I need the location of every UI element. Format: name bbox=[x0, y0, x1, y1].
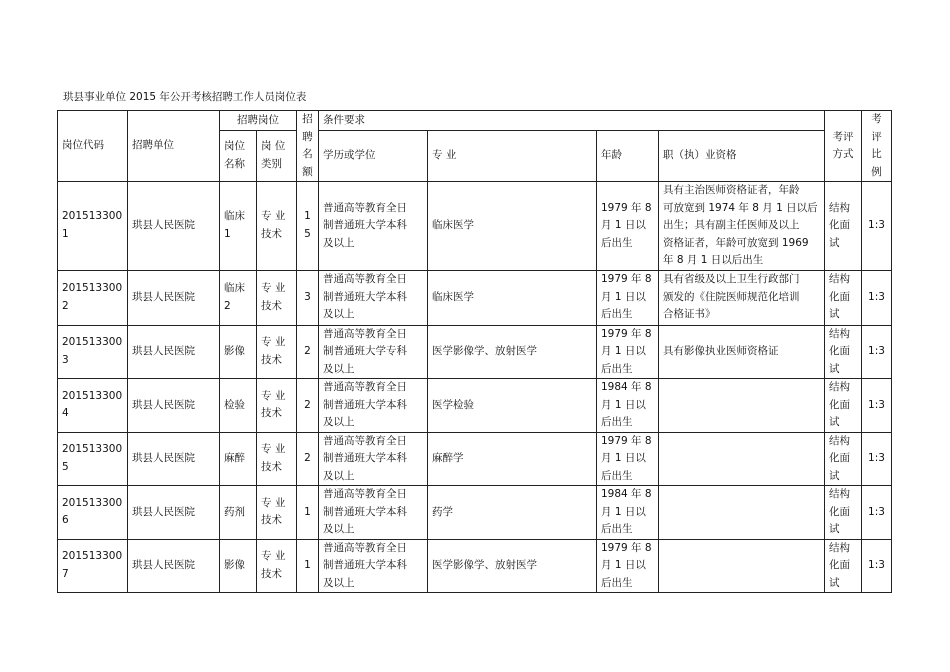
cell-education: 普通高等教育全日 制普通班大学本科 及以上 bbox=[319, 379, 428, 433]
cell-quota: 1 5 bbox=[297, 182, 319, 271]
cell-education: 普通高等教育全日 制普通班大学本科 及以上 bbox=[319, 270, 428, 325]
cell-education: 普通高等教育全日 制普通班大学本科 及以上 bbox=[319, 432, 428, 486]
cell-method: 结构 化面 试 bbox=[825, 432, 862, 486]
cell-education: 普通高等教育全日 制普通班大学本科 及以上 bbox=[319, 539, 428, 593]
header-post-group: 招聘岗位 bbox=[220, 111, 297, 131]
cell-method: 结构 化面 试 bbox=[825, 182, 862, 271]
cell-quota: 3 bbox=[297, 270, 319, 325]
cell-age: 1979 年 8 月 1 日以 后出生 bbox=[597, 182, 659, 271]
header-age: 年龄 bbox=[597, 130, 659, 181]
cell-post-name: 临床 1 bbox=[220, 182, 257, 271]
cell-major: 麻醉学 bbox=[428, 432, 597, 486]
cell-post-type: 专 业 技术 bbox=[257, 486, 297, 540]
cell-age: 1979 年 8 月 1 日以 后出生 bbox=[597, 432, 659, 486]
cell-post-type: 专 业 技术 bbox=[257, 539, 297, 593]
header-ratio: 考 评 比 例 bbox=[862, 111, 892, 182]
cell-major: 医学检验 bbox=[428, 379, 597, 433]
cell-unit: 珙县人民医院 bbox=[128, 325, 220, 379]
cell-post-code: 201513300 4 bbox=[58, 379, 128, 433]
cell-post-type: 专 业 技术 bbox=[257, 270, 297, 325]
cell-education: 普通高等教育全日 制普通班大学本科 及以上 bbox=[319, 182, 428, 271]
table-row bbox=[58, 539, 892, 593]
cell-age: 1979 年 8 月 1 日以 后出生 bbox=[597, 539, 659, 593]
cell-major: 医学影像学、放射医学 bbox=[428, 539, 597, 593]
cell-unit: 珙县人民医院 bbox=[128, 182, 220, 271]
table-row bbox=[58, 325, 892, 379]
header-post-type: 岗 位 类别 bbox=[257, 130, 297, 181]
header-quota: 招 聘 名 额 bbox=[297, 111, 319, 182]
table-row bbox=[58, 182, 892, 271]
header-post-name: 岗位 名称 bbox=[220, 130, 257, 181]
cell-post-type: 专 业 技术 bbox=[257, 325, 297, 379]
cell-ratio: 1:3 bbox=[862, 270, 892, 325]
header-major: 专 业 bbox=[428, 130, 597, 181]
cell-method: 结构 化面 试 bbox=[825, 379, 862, 433]
header-row-top bbox=[58, 111, 892, 131]
cell-post-name: 临床 2 bbox=[220, 270, 257, 325]
cell-post-type: 专 业 技术 bbox=[257, 182, 297, 271]
header-education: 学历或学位 bbox=[319, 130, 428, 181]
cell-quota: 1 bbox=[297, 486, 319, 540]
table-row bbox=[58, 432, 892, 486]
cell-method: 结构 化面 试 bbox=[825, 539, 862, 593]
cell-post-name: 影像 bbox=[220, 539, 257, 593]
cell-post-code: 201513300 7 bbox=[58, 539, 128, 593]
header-qualification: 职（执）业资格 bbox=[659, 130, 825, 181]
cell-quota: 2 bbox=[297, 432, 319, 486]
cell-major: 临床医学 bbox=[428, 182, 597, 271]
cell-post-name: 影像 bbox=[220, 325, 257, 379]
cell-major: 临床医学 bbox=[428, 270, 597, 325]
cell-qualification bbox=[659, 486, 825, 540]
cell-ratio: 1:3 bbox=[862, 486, 892, 540]
cell-qualification: 具有主治医师资格证者，年龄 可放宽到 1974 年 8 月 1 日以后 出生；具有副主任医师及以上 资格证者，年龄可放宽到 1969 年 8 月 1 日以后出生 bbox=[659, 182, 825, 271]
cell-unit: 珙县人民医院 bbox=[128, 432, 220, 486]
cell-post-name: 麻醉 bbox=[220, 432, 257, 486]
cell-unit: 珙县人民医院 bbox=[128, 379, 220, 433]
cell-age: 1984 年 8 月 1 日以 后出生 bbox=[597, 486, 659, 540]
cell-post-type: 专 业 技术 bbox=[257, 379, 297, 433]
cell-unit: 珙县人民医院 bbox=[128, 486, 220, 540]
cell-method: 结构 化面 试 bbox=[825, 270, 862, 325]
cell-post-code: 201513300 1 bbox=[58, 182, 128, 271]
header-conditions: 条件要求 bbox=[319, 111, 825, 131]
cell-age: 1979 年 8 月 1 日以 后出生 bbox=[597, 325, 659, 379]
document-title: 珙县事业单位 2015 年公开考核招聘工作人员岗位表 bbox=[63, 91, 307, 103]
cell-ratio: 1:3 bbox=[862, 432, 892, 486]
cell-post-code: 201513300 2 bbox=[58, 270, 128, 325]
cell-age: 1979 年 8 月 1 日以 后出生 bbox=[597, 270, 659, 325]
cell-method: 结构 化面 试 bbox=[825, 325, 862, 379]
cell-major: 药学 bbox=[428, 486, 597, 540]
table-row bbox=[58, 486, 892, 540]
table-body bbox=[58, 182, 892, 593]
cell-method: 结构 化面 试 bbox=[825, 486, 862, 540]
cell-qualification bbox=[659, 379, 825, 433]
cell-quota: 2 bbox=[297, 325, 319, 379]
cell-qualification: 具有省级及以上卫生行政部门 颁发的《住院医师规范化培训 合格证书》 bbox=[659, 270, 825, 325]
cell-ratio: 1:3 bbox=[862, 325, 892, 379]
cell-quota: 2 bbox=[297, 379, 319, 433]
cell-post-code: 201513300 3 bbox=[58, 325, 128, 379]
header-post-code: 岗位代码 bbox=[58, 111, 128, 182]
cell-qualification bbox=[659, 432, 825, 486]
table-row bbox=[58, 379, 892, 433]
cell-age: 1984 年 8 月 1 日以 后出生 bbox=[597, 379, 659, 433]
cell-quota: 1 bbox=[297, 539, 319, 593]
cell-ratio: 1:3 bbox=[862, 182, 892, 271]
cell-major: 医学影像学、放射医学 bbox=[428, 325, 597, 379]
cell-post-type: 专 业 技术 bbox=[257, 432, 297, 486]
cell-unit: 珙县人民医院 bbox=[128, 539, 220, 593]
cell-ratio: 1:3 bbox=[862, 539, 892, 593]
cell-post-name: 检验 bbox=[220, 379, 257, 433]
cell-post-name: 药剂 bbox=[220, 486, 257, 540]
cell-unit: 珙县人民医院 bbox=[128, 270, 220, 325]
cell-education: 普通高等教育全日 制普通班大学专科 及以上 bbox=[319, 325, 428, 379]
cell-qualification bbox=[659, 539, 825, 593]
table-row bbox=[58, 270, 892, 325]
cell-ratio: 1:3 bbox=[862, 379, 892, 433]
cell-post-code: 201513300 5 bbox=[58, 432, 128, 486]
cell-qualification: 具有影像执业医师资格证 bbox=[659, 325, 825, 379]
cell-post-code: 201513300 6 bbox=[58, 486, 128, 540]
header-method: 考评 方式 bbox=[825, 111, 862, 182]
cell-education: 普通高等教育全日 制普通班大学本科 及以上 bbox=[319, 486, 428, 540]
header-unit: 招聘单位 bbox=[128, 111, 220, 182]
recruitment-table bbox=[57, 110, 892, 593]
